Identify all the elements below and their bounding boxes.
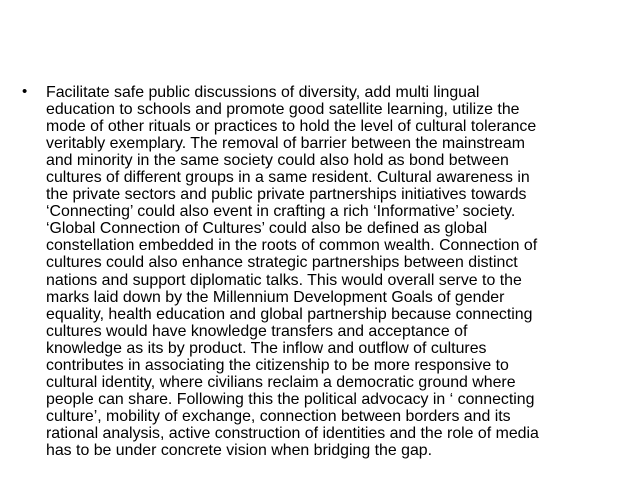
text-line: cultures of different groups in a same resident. Cultural awareness in [46,169,530,187]
text-line: and minority in the same society could also hold as bond between [46,152,509,170]
text-line: Facilitate safe public discussions of diversity, add multi lingual [46,84,480,101]
text-line: veritably exemplary. The removal of barrier between the mainstream [46,135,525,153]
text-line: constellation embedded in the roots of common wealth. Connection of [46,237,538,255]
text-line: the private sectors and public private partnerships initiatives towards [46,186,527,204]
text-line: culture’, mobility of exchange, connection between borders and its [46,407,511,425]
text-line: marks laid down by the Millennium Development Goals of gender [46,288,505,306]
text-line: ‘Connecting’ could also event in crafting a rich ‘Informative’ society. [46,203,516,221]
text-line: contributes in associating the citizenship to be more responsive to [46,356,509,374]
bullet-point: • [22,83,28,100]
text-line: knowledge as its by product. The inflow and outflow of cultures [46,339,487,357]
text-line: cultures would have knowledge transfers and acceptance of [46,322,468,340]
text-line: equality, health education and global partnership because connecting [46,305,533,323]
text-line: ‘Global Connection of Cultures’ could also be defined as global [46,220,488,238]
text-line: nations and support diplomatic talks. This would overall serve to the [46,271,522,289]
text-line: mode of other rituals or practices to hold the level of cultural tolerance [46,118,537,136]
text-line: education to schools and promote good satellite learning, utilize the [46,101,520,119]
text-line: rational analysis, active construction of identities and the role of media [46,424,539,442]
text-line: people can share. Following this the political advocacy in ‘ connecting [46,390,535,408]
text-line: has to be under concrete vision when bridging the gap. [46,441,433,459]
bullet-text [46,84,626,459]
text-line: cultural identity, where civilians reclaim a democratic ground where [46,373,516,391]
text-line: cultures could also enhance strategic partnerships between distinct [46,254,518,272]
